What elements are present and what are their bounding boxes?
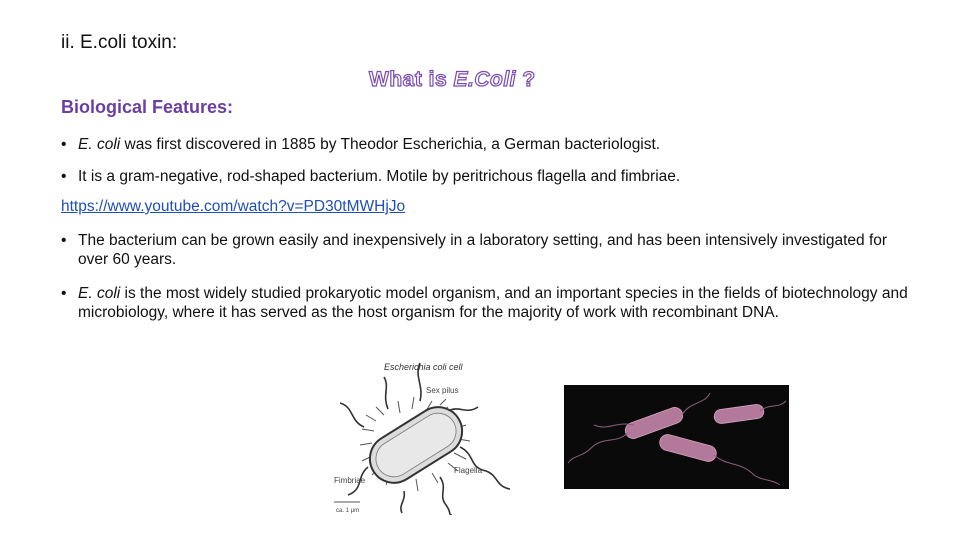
bullet-text: [61, 135, 911, 154]
ecoli-cell-diagram: [328, 355, 528, 515]
bullet-emphasis: E. coli: [78, 285, 121, 302]
heading-prefix: What is: [369, 68, 454, 91]
bullet-item: [61, 231, 911, 269]
diagram-label-scale: ca. 1 μm: [336, 508, 360, 514]
bullet-text: The bacterium can be grown easily and inexpensively in a laboratory setting, and has been intensively investigated for over 60 years.: [78, 232, 888, 268]
bullet-marker: •: [61, 136, 67, 153]
ecoli-micrograph: [564, 385, 789, 489]
subheading: Biological Features:: [61, 97, 234, 117]
bullet-marker: •: [61, 285, 67, 302]
bullet-marker: •: [61, 232, 67, 249]
youtube-link[interactable]: https://www.youtube.com/watch?v=PD30tMWHjJo: [61, 198, 406, 215]
bullet-item: [61, 135, 911, 154]
bullet-rest: is the most widely studied prokaryotic model organism, and an important species in the fields of biotechnology and microbiology, where it has served as the host organism for the majority of work with recombinant DNA.: [78, 285, 908, 321]
heading-suffix: ?: [516, 68, 536, 91]
section-title: ii. E.coli toxin:: [61, 32, 178, 53]
bullet-emphasis: E. coli: [78, 136, 121, 153]
bullet-rest: was first discovered in 1885 by Theodor Escherichia, a German bacteriologist.: [120, 136, 661, 153]
bullet-marker: •: [61, 168, 67, 185]
diagram-label-sex-pilus: Sex pilus: [426, 386, 459, 395]
cell-body: [361, 398, 471, 492]
bullet-item: [61, 284, 911, 322]
bullet-text: It is a gram-negative, rod-shaped bacterium. Motile by peritrichous flagella and fimbriae.: [78, 168, 681, 185]
diagram-label-fimbriae: Fimbriae: [334, 476, 366, 485]
diagram-title: Escherichia coli cell: [384, 362, 463, 372]
diagram-label-flagella: Flagella: [454, 466, 483, 475]
bullet-text: [61, 284, 911, 322]
heading-emphasis: E.Coli: [453, 68, 517, 91]
bullet-item: [61, 167, 911, 186]
slide-heading: [369, 68, 536, 92]
